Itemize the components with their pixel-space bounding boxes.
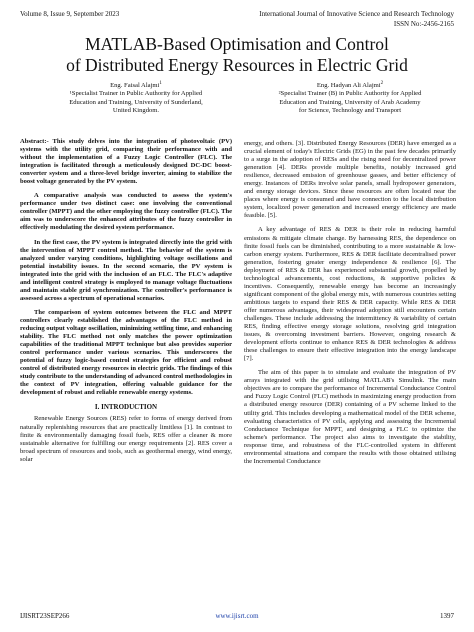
body-paragraph-3: The aim of this paper is to simulate and evaluate the integration of PV arrays integrated with the grid utilising MATLAB's Simulink. The main objectives are to compare the performance of Incremental Conductance Control and Fuzzy Logic Control (FLC) methods in maximizing energy production from a distributed energy resource (DER) containing of a PV scheme linked to the utility grid. This includes developing a mathematical model of the DER scheme, evaluating characteristics of PV cells, applying and assessing the Incremental Conductance Technique for MPPT, and designing a FLC to optimize the scheme's performance. The project also aims to investigate the stability, response time, and robustness of the FLC-controlled system in different environmental situations and compare the results with those obtained utilising the Incremental Conductance bbox=[244, 369, 456, 465]
body-paragraph-2: A key advantage of RES & DER is their role in reducing harmful emissions & mitigate climate change. By harnessing RES, the dependence on finite fossil fuels can be diminished, contributing to a more sustainable & low-carbon energy system. Furthermore, RES & DER facilitate decentralised power generation, fostering greater energy independence & resilience [6]. The deployment of RES & DER has experienced substantial growth, propelled by technological advancements, cost reductions, & supportive policies & incentives. Consequently, renewable energy has become an increasingly significant component of the global energy mix, with numerous countries setting ambitious targets to expand their RES & DER capacity. While RES & DER offer numerous advantages, their widespread adoption still encounters certain challenges. These include addressing the intermittency & variability of certain RES, finding effective energy storage solutions, resolving grid integration issues, & overcoming investment barriers. However, ongoing research & development efforts continue to enhance RES & DER technologies & address these challenges to ensure their effective integration into the energy landscape [7]. bbox=[244, 226, 456, 363]
author-affiliation-2: ²Specialist Trainer (B) in Public Authority for Applied Education and Training, University of Arab Academy for Science, Technology and Transport bbox=[278, 90, 422, 114]
journal-name: International Journal of Innovative Science and Research Technology bbox=[259, 10, 454, 18]
page-number: 1397 bbox=[440, 612, 454, 620]
abstract: Abstract:- This study delves into the integration of photovoltaic (PV) systems with the utility grid, comparing their performance with and without the implementation of a Fuzzy Logic Controller (FLC). The integration is facilitated through a meticulously designed DC-DC boost-converter system and a three-level bridge inverter, aiming to stabilize the boost voltage generated by the PV system. bbox=[20, 138, 232, 186]
left-column bbox=[20, 138, 232, 470]
abstract-paragraph-3: In the first case, the PV system is integrated directly into the grid with the intervention of MPPT control method. The behavior of the system is analyzed under varying conditions, highlighting voltage oscillations and potential instability issues. In the second scenario, the PV system is integrated into the grid with the inclusion of an FLC. The FLC's adaptive and intelligent control strategy is employed to manage voltage fluctuations and maintain stable grid synchronization. The controller's performance is assessed across a spectrum of operational scenarios. bbox=[20, 238, 232, 302]
author-affiliation-1: ¹Specialist Trainer in Public Authority for Applied Education and Training, University of Sunderland, United Kingdom. bbox=[69, 90, 203, 114]
paper-id: IJISRT23SEP266 bbox=[20, 612, 70, 620]
author-block-1 bbox=[36, 80, 236, 115]
title-line-1: MATLAB-Based Optimisation and Control bbox=[85, 34, 389, 54]
introduction-paragraph: Renewable Energy Sources (RES) refer to forms of energy derived from naturally replenishing resources that are practically limitless [1]. In contrast to finite & environmentally damaging fossil fuels, RES offer a cleaner & more sustainable alternative for fulfilling our energy requirements [2]. RES cover a broad spectrum of resources and tools, such as geothermal energy, wind energy, solar bbox=[20, 415, 232, 463]
abstract-paragraph-2: A comparative analysis was conducted to assess the system's performance under two distinct case: one involving the conventional controller (MPPT) and the other employing the fuzzy controller (FLC). The aim was to underscore the enhanced attributes of the fuzzy controller in effectively modulating the desired system performance. bbox=[20, 192, 232, 232]
title-line-2: of Distributed Energy Resources in Electric Grid bbox=[66, 55, 408, 75]
author-name-1: Eng. Faisal Alajmi$^1$ bbox=[110, 81, 162, 90]
section-heading-introduction: I. INTRODUCTION bbox=[94, 403, 158, 412]
volume-info: Volume 8, Issue 9, September 2023 bbox=[20, 10, 120, 18]
abstract-paragraph-4: The comparison of system outcomes between the FLC and MPPT controllers clearly established the advantages of the FLC method in reducing output voltage oscillation, minimizing settling time, and enhancing stability. The FLC method not only matches the power optimization capabilities of the traditional MPPT technique but also provides superior control performance under various scenarios. This underscores the potential of fuzzy logic-based control strategies for efficient and robust control of distributed energy resources in electric grids. The findings of this study contribute to the understanding of advanced control methodologies in the context of PV integration, offering valuable guidance for the development of robust and reliable renewable energy systems. bbox=[20, 308, 232, 397]
author-name-2: Eng. Hadyan Ali Alajmi$^2$ bbox=[316, 81, 384, 90]
body-paragraph-1: energy, and others. [3]. Distributed Energy Resources (DER) have emerged as a crucial element of today's Electric Grids (EG) in the past few decades primarily to a surge in the adoption of RESs and the rising need for decentralized power generation [4]. DERs provide multiple benefits, notably increased grid resilience, decreased emission of greenhouse gasses, and better efficiency of energy. Instances of DERs involve solar panels, small hydropower generators, and energy storage devices. Since these resources are often located near the places where energy is consumed and have connection to the local distribution system, localized power generation and increased energy efficiency are made feasible. [5]. bbox=[244, 140, 456, 220]
website-link[interactable]: www.ijisrt.com bbox=[215, 612, 259, 620]
right-column bbox=[244, 140, 456, 472]
paper-title bbox=[20, 34, 454, 76]
issn: ISSN No:-2456-2165 bbox=[393, 20, 454, 28]
author-block-2 bbox=[250, 80, 450, 115]
